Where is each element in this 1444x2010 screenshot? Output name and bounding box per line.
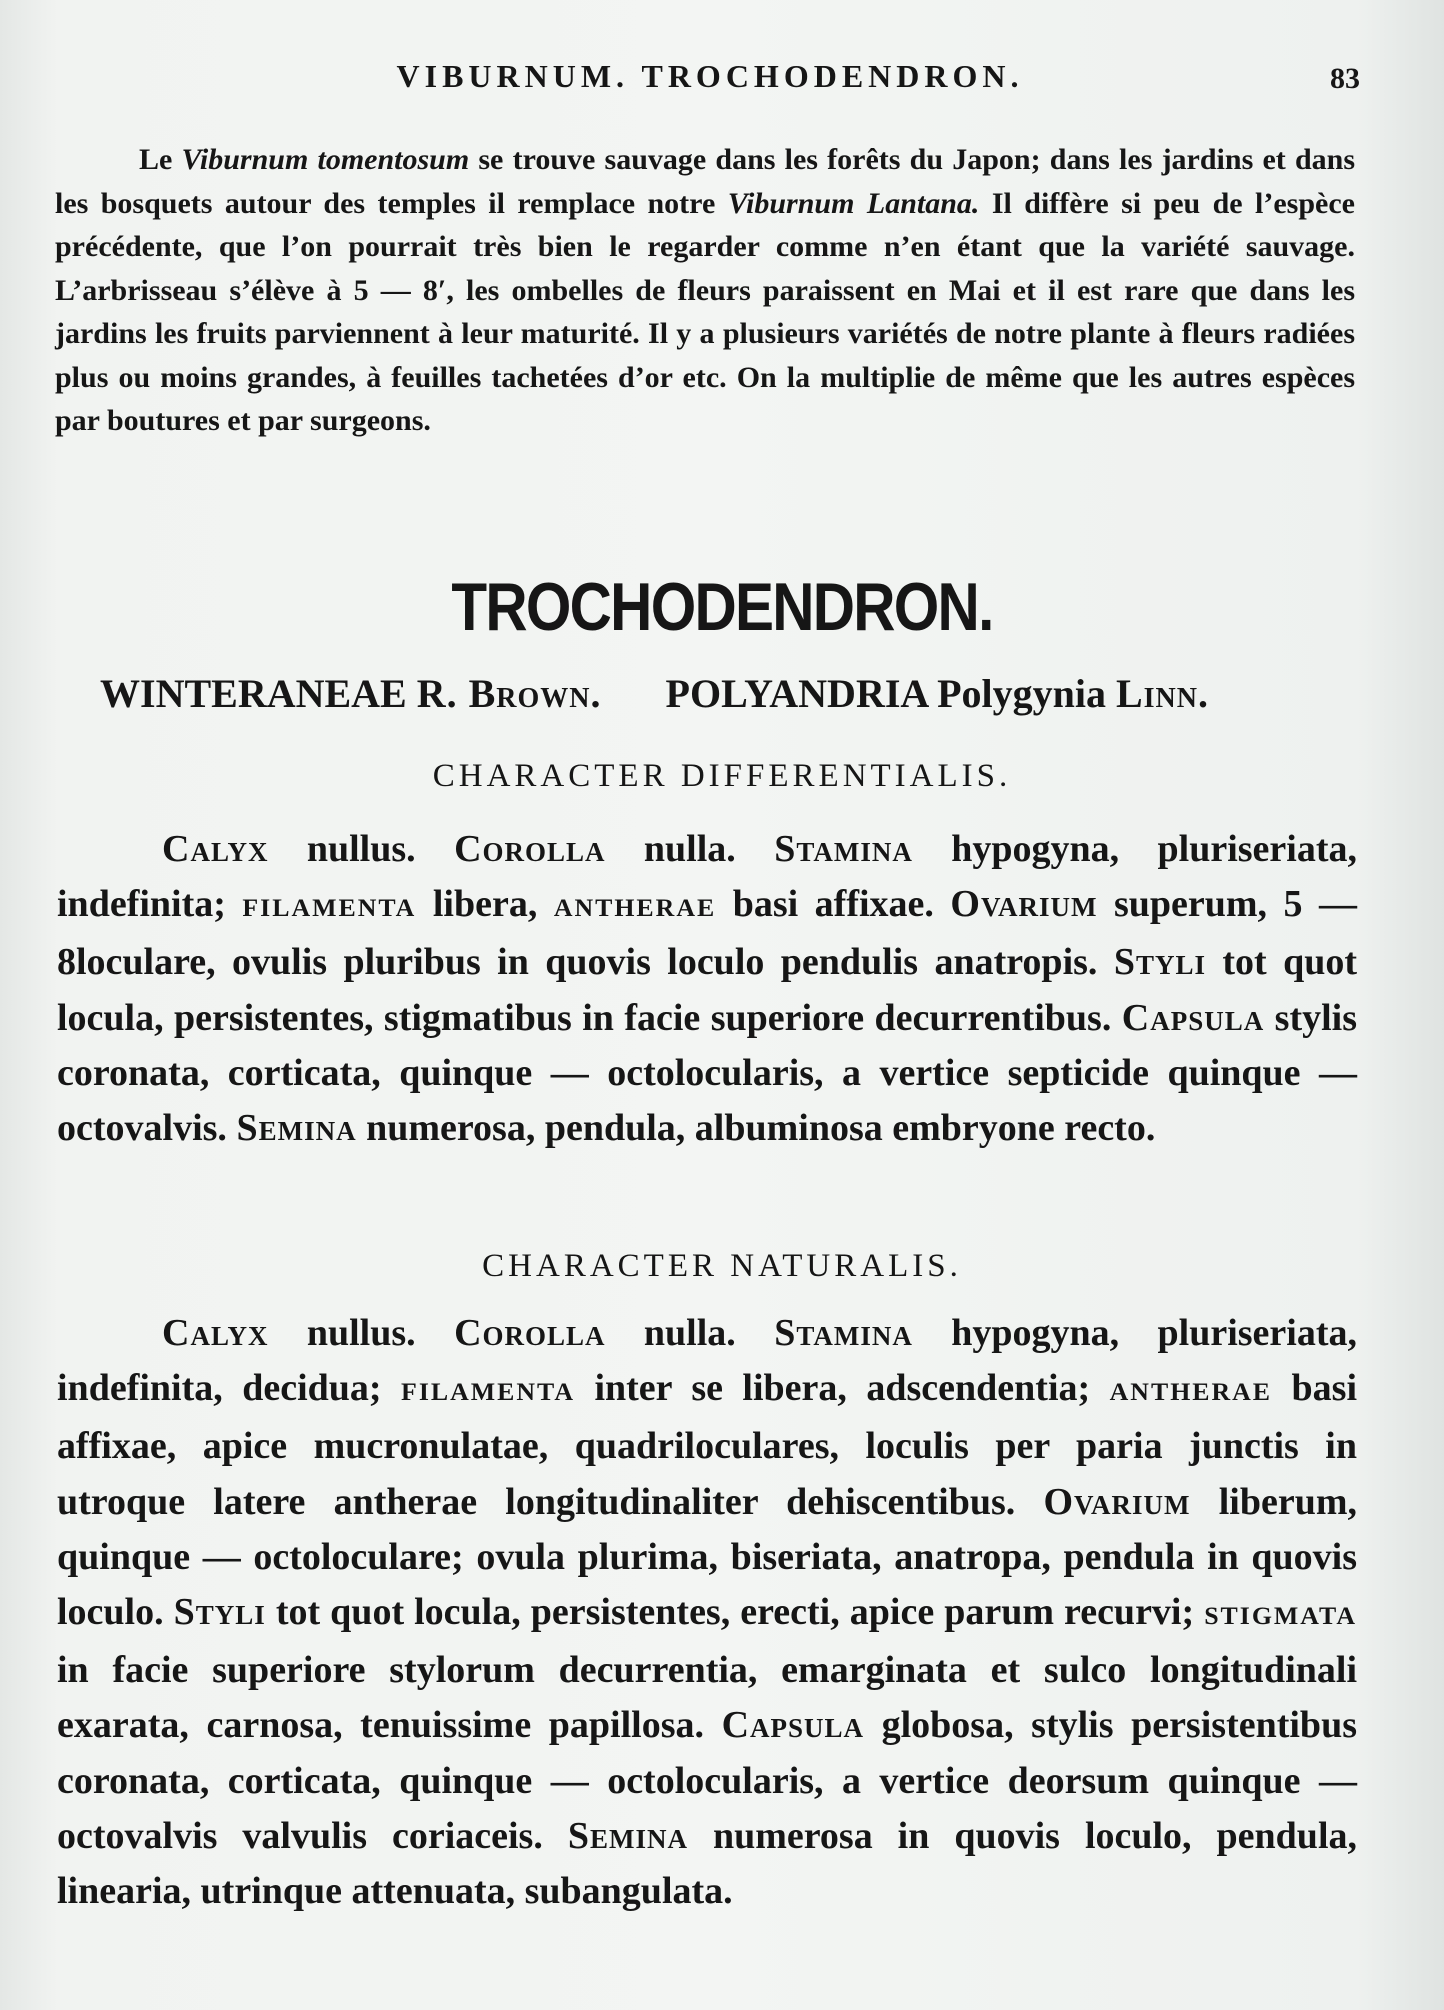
linnaean-order: Polygynia [937, 671, 1106, 716]
description-text: nullus. [268, 1312, 455, 1354]
intro-text: Il diffère si peu de l’espèce précédente, que l’on pourrait très bien le regarder comme n’en étant que la variété sauvage. L’arbrisseau s’élève à 5 — 8′, les ombelles de fleurs paraissent en Mai et il est rare que dans les jardins les fruits parviennent à leur maturité. Il y a plusieurs variétés de notre plante à fleurs radiées plus ou moins grandes, à feuilles tachetées d’or etc. On la multiplie de même que les autres espèces par boutures et par surgeons. [55, 186, 1355, 437]
classification-line [100, 670, 1340, 717]
description-text: nullus. [268, 828, 455, 870]
differential-description [57, 822, 1357, 1156]
description-text: basi affixae, apice mucronulatae, quadriloculares, loculis per paria junctis in utroque latere antherae longitudinaliter dehiscentibus. [57, 1367, 1357, 1523]
description-text: stylis coronata, corticata, quinque — octolocularis, a vertice septicide quinque — octovalvis. [57, 996, 1357, 1150]
term: Styli [1113, 941, 1206, 984]
term: Ovarium [1043, 1480, 1191, 1523]
genus-title: TROCHODENDRON. [451, 569, 993, 645]
intro-text: Le [139, 143, 182, 176]
running-title: VIBURNUM. TROCHODENDRON. [396, 58, 1024, 94]
description-text: hypogyna, pluriseriata, indefinita; [57, 828, 1358, 926]
term: Semina [236, 1107, 357, 1150]
term: Corolla [454, 1312, 606, 1354]
term: Semina [567, 1814, 688, 1857]
family-author: R. Brown. [416, 671, 602, 716]
description-text: nulla. [605, 828, 775, 870]
term: Styli [173, 1591, 266, 1634]
term: Capsula [1121, 996, 1265, 1039]
intro-paragraph [55, 138, 1355, 443]
natural-description [57, 1306, 1357, 1919]
intro-text: se trouve sauvage dans les forêts du Japon; dans les jardins et dans les bosquets autour des temples il remplace notre [55, 143, 1356, 220]
natural-heading: CHARACTER NATURALIS. [482, 1248, 962, 1284]
description-text: globosa, stylis persistentibus coronata, corticata, quinque — octolocularis, a vertice deorsum quinque — octovalvis valvulis coriaceis. [57, 1704, 1357, 1857]
term: Stamina [774, 828, 913, 870]
page-number: 83 [1330, 62, 1360, 95]
description-text: basi affixae. [716, 883, 951, 926]
term: Capsula [721, 1704, 865, 1747]
family-name: WINTERANEAE [100, 671, 407, 716]
description-text: libera, [416, 883, 554, 926]
description-text: numerosa in quovis loculo, pendula, linearia, utrinque attenuata, subangulata. [57, 1814, 1357, 1913]
species-name: Viburnum tomentosum [181, 143, 470, 176]
term: ANTHERAE [553, 893, 717, 923]
term: Stamina [774, 1312, 913, 1354]
description-text: inter se libera, adscendentia; [574, 1367, 1110, 1410]
term: Calyx [162, 1312, 269, 1354]
description-text: superum, 5 — 8loculare, ovulis pluribus in quovis loculo pendulis anatropis. [57, 883, 1358, 984]
term: Corolla [454, 828, 606, 870]
description-text: in facie superiore stylorum decurrentia, emarginata et sulco longitudinali exarata, carnosa, tenuissime papillosa. [57, 1649, 1357, 1747]
description-text: numerosa, pendula, albuminosa embryone recto. [356, 1107, 1156, 1150]
term: ANTHERAE [1109, 1377, 1273, 1407]
term: FILAMENTA [242, 893, 417, 923]
term: FILAMENTA [401, 1377, 575, 1407]
description-text: tot quot locula, persistentes, stigmatibus in facie superiore decurrentibus. [57, 941, 1357, 1039]
description-text: nulla. [605, 1312, 775, 1354]
linnaean-class: POLYANDRIA [665, 671, 928, 716]
order-author: Linn. [1115, 671, 1210, 716]
description-text: liberum, quinque — octoloculare; ovula plurima, biseriata, anatropa, pendula in quovis loculo. [57, 1480, 1357, 1634]
description-text: tot quot locula, persistentes, erecti, apice parum recurvi; [265, 1591, 1205, 1634]
differential-heading: CHARACTER DIFFERENTIALIS. [432, 758, 1012, 794]
term: Calyx [162, 828, 269, 870]
page-header [60, 58, 1360, 102]
term: Ovarium [950, 883, 1098, 926]
species-name: Viburnum Lantana. [727, 186, 980, 220]
description-text: hypogyna, pluriseriata, indefinita, decidua; [57, 1312, 1358, 1410]
term: STIGMATA [1204, 1601, 1357, 1631]
